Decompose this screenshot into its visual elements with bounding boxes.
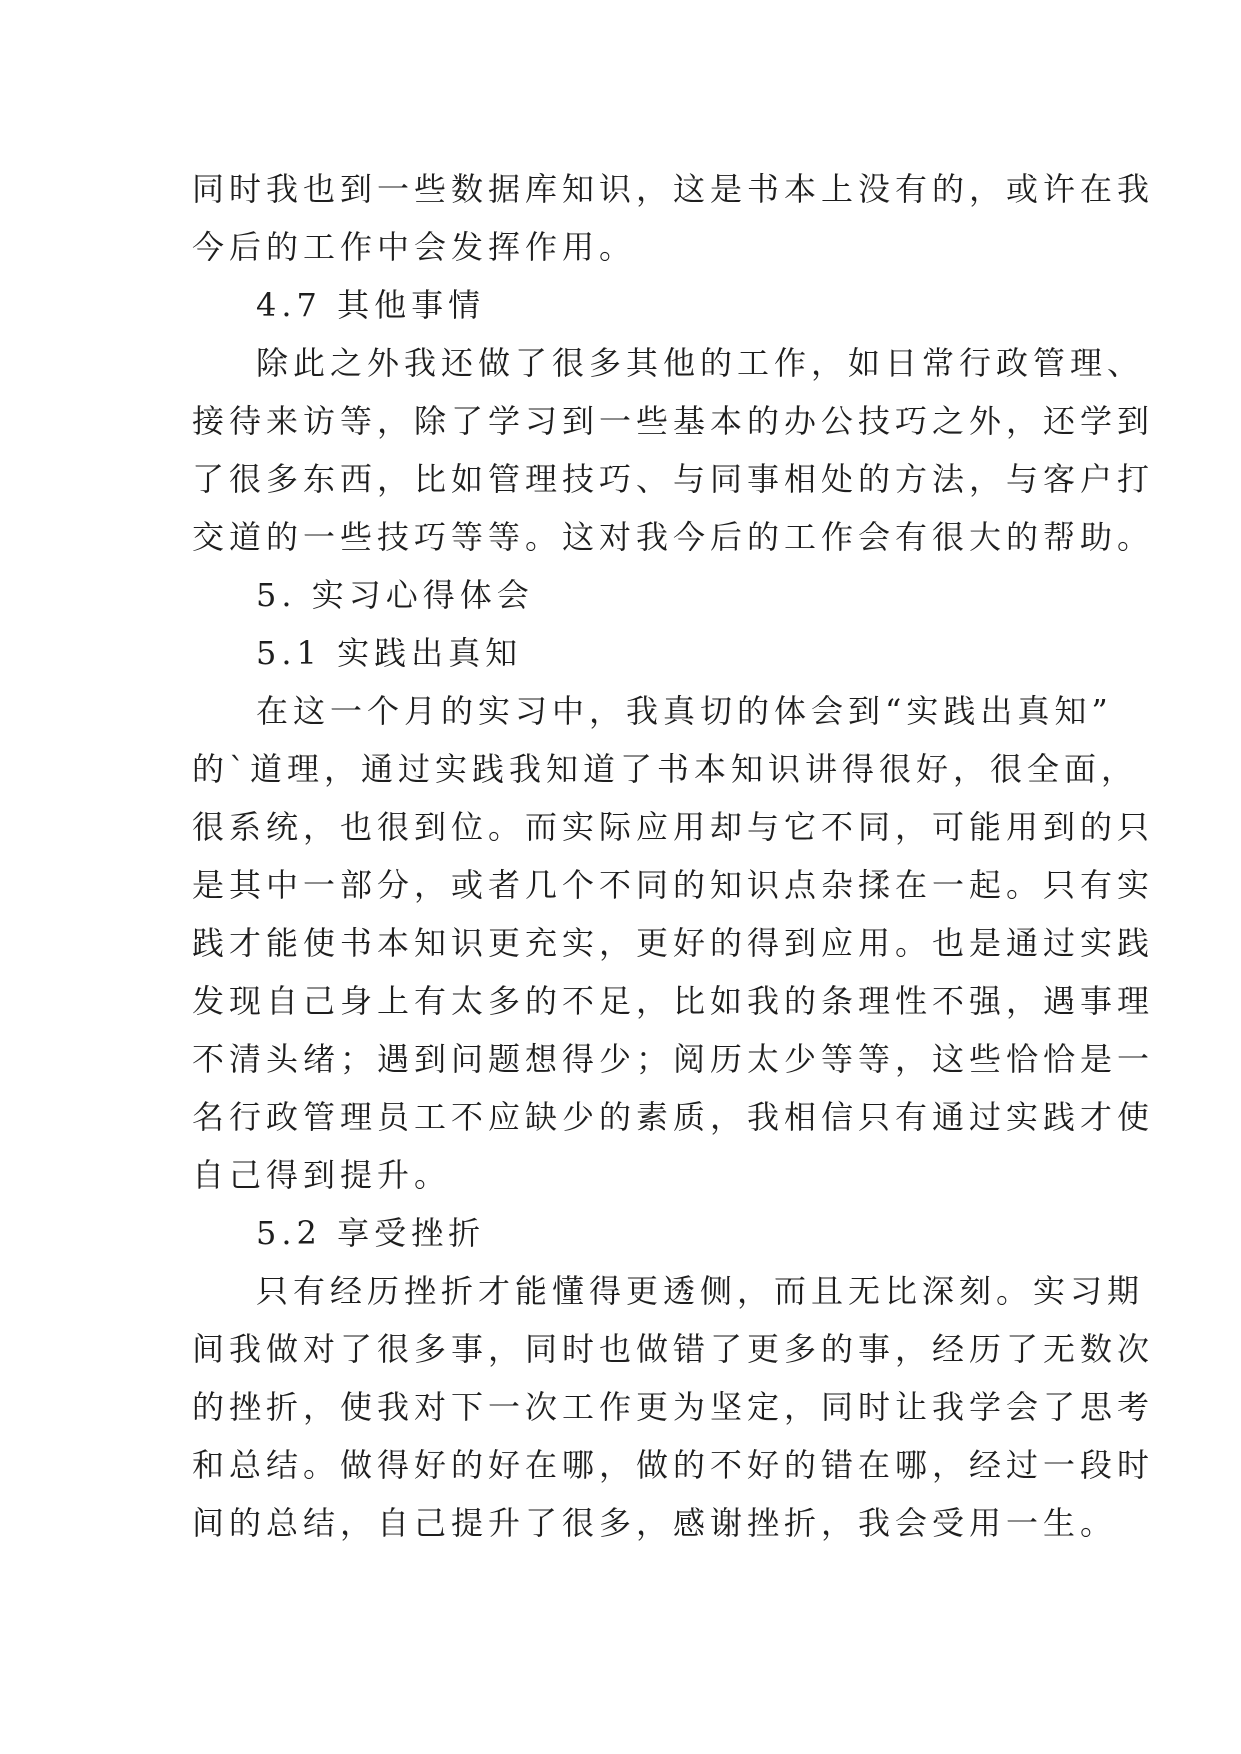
text-line: 接待来访等，除了学习到一些基本的办公技巧之外，还学到 — [192, 402, 1155, 440]
text-line: 发现自己身上有太多的不足，比如我的条理性不强，遇事理 — [192, 982, 1155, 1020]
text-line: 名行政管理员工不应缺少的素质，我相信只有通过实践才使 — [192, 1098, 1155, 1136]
text-line: 同时我也到一些数据库知识，这是书本上没有的，或许在我 — [192, 170, 1155, 208]
heading-line: 5.2 享受挫折 — [256, 1214, 486, 1252]
document-body — [192, 160, 1155, 1552]
text-line: 今后的工作中会发挥作用。 — [192, 228, 637, 266]
paragraph-other-work — [192, 334, 1155, 566]
text-line: 交道的一些技巧等等。这对我今后的工作会有很大的帮助。 — [192, 518, 1155, 556]
text-line: 自己得到提升。 — [192, 1156, 452, 1194]
text-line: 间我做对了很多事，同时也做错了更多的事，经历了无数次 — [192, 1330, 1155, 1368]
text-line: 的`道理，通过实践我知道了书本知识讲得很好，很全面， — [192, 750, 1139, 788]
text-line: 不清头绪；遇到问题想得少；阅历太少等等，这些恰恰是一 — [192, 1040, 1155, 1078]
paragraph-enjoy-setbacks — [192, 1262, 1155, 1552]
paragraph-practice-truth — [192, 682, 1155, 1204]
text-line: 除此之外我还做了很多其他的工作，如日常行政管理、 — [256, 344, 1145, 382]
text-line: 和总结。做得好的好在哪，做的不好的错在哪，经过一段时 — [192, 1446, 1155, 1484]
paragraph-database-knowledge — [192, 160, 1155, 276]
text-line: 间的总结，自己提升了很多，感谢挫折，我会受用一生。 — [192, 1504, 1118, 1542]
text-line: 只有经历挫折才能懂得更透侧，而且无比深刻。实习期 — [256, 1272, 1145, 1310]
section-heading-4-7 — [192, 276, 1072, 334]
text-line: 是其中一部分，或者几个不同的知识点杂揉在一起。只有实 — [192, 866, 1155, 904]
heading-line: 4.7 其他事情 — [256, 286, 486, 324]
text-line: 践才能使书本知识更充实，更好的得到应用。也是通过实践 — [192, 924, 1155, 962]
heading-line: 5.1 实践出真知 — [256, 634, 523, 672]
text-line: 很系统，也很到位。而实际应用却与它不同，可能用到的只 — [192, 808, 1155, 846]
text-line: 的挫折，使我对下一次工作更为坚定，同时让我学会了思考 — [192, 1388, 1155, 1426]
section-heading-5-1 — [192, 624, 1072, 682]
text-line: 了很多东西，比如管理技巧、与同事相处的方法，与客户打 — [192, 460, 1155, 498]
heading-line: 5. 实习心得体会 — [256, 576, 534, 614]
text-line: 在这一个月的实习中，我真切的体会到“实践出真知” — [256, 692, 1113, 730]
section-heading-5-2 — [192, 1204, 1072, 1262]
section-heading-5 — [192, 566, 1072, 624]
